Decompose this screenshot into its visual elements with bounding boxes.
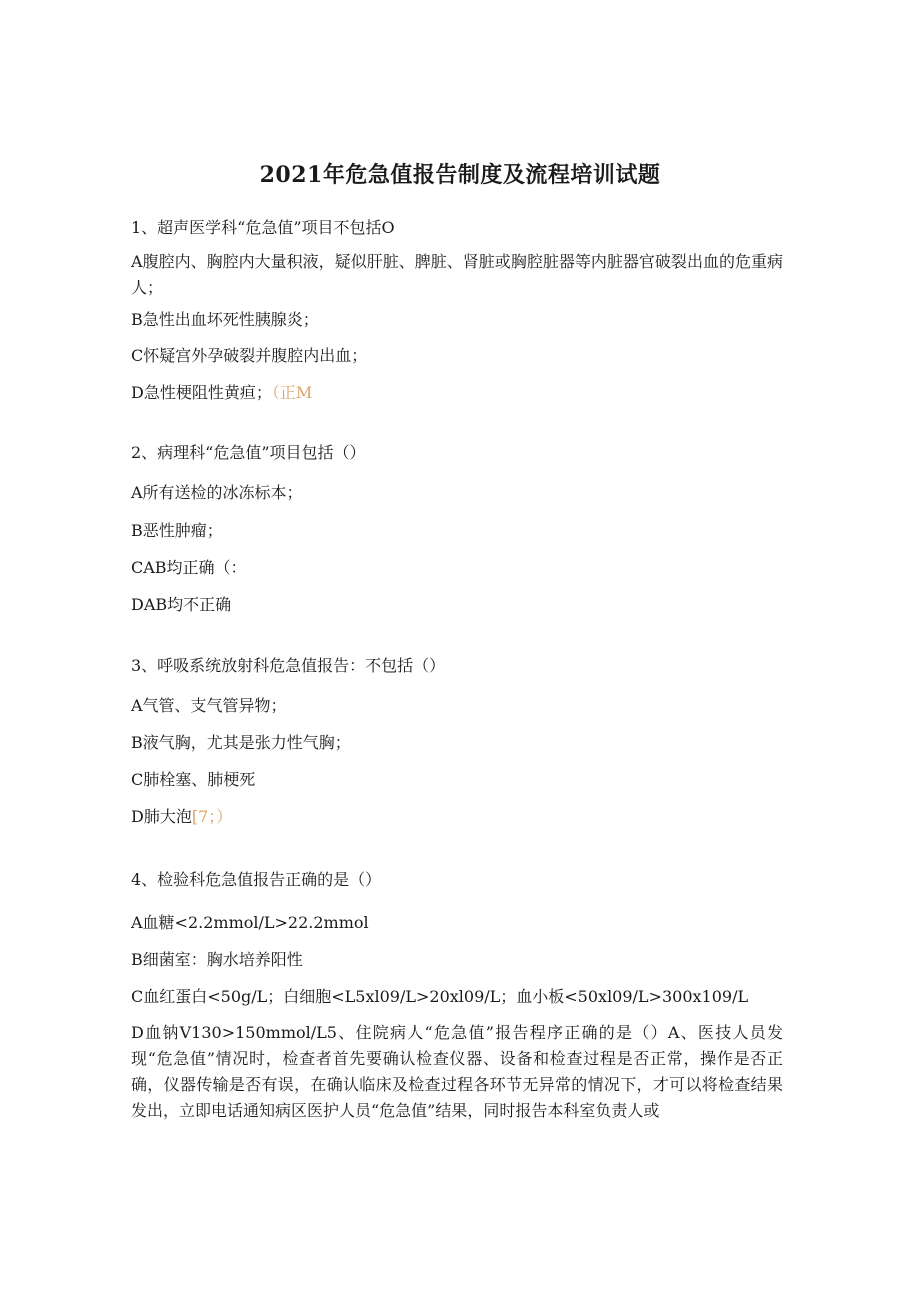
- question-3-option-a: A气管、支气管异物；: [131, 696, 287, 715]
- question-1-option-d: [131, 381, 783, 405]
- question-4-option-d-and-question-5: D血钠V130>150mmol∕L5、住院病人“危急值”报告程序正确的是（）A、医技人员发现“危急值”情况时，检查者首先要确认检查仪器、设备和检查过程是否正常，操作是否正确，仪器传输是否有误，在确认临床及检查过程各环节无异常的情况下，才可以将检查结果发出，立即电话通知病区医护人员“危急值”结果，同时报告本科室负责人或: [131, 1023, 783, 1120]
- question-3-option-d: [131, 805, 783, 829]
- question-3-stem: 3、呼吸系统放射科危急值报告：不包括（）: [131, 656, 446, 675]
- question-1-option-b: B急性出血坏死性胰腺炎；: [131, 310, 319, 329]
- question-3-option-c: C肺栓塞、肺梗死: [131, 770, 256, 789]
- question-2-stem: 2、病理科“危急值”项目包括（）: [131, 443, 366, 462]
- question-4-option-c: C血红蛋白<50g∕L；白细胞<L5xl09∕L>20xl09∕L；血小板<50xl09∕L>300x109/L: [131, 987, 749, 1006]
- question-1-option-d-text: D急性梗阻性黄疸；: [131, 383, 272, 402]
- question-2-option-c: CAB均正确（：: [131, 558, 247, 577]
- question-1-option-c: C怀疑宫外孕破裂并腹腔内出血；: [131, 346, 368, 365]
- question-1-stem: 1、超声医学科“危急值”项目不包括O: [131, 218, 395, 237]
- question-4-stem: 4、检验科危急值报告正确的是（）: [131, 870, 382, 889]
- question-3-option-b: B液气胸，尤其是张力性气胸；: [131, 733, 351, 752]
- question-1-answer-note: （正M: [271, 383, 313, 402]
- question-2-option-d: DAB均不正确: [131, 595, 232, 614]
- question-1-option-a: A腹腔内、胸腔内大量积液，疑似肝脏、脾脏、肾脏或胸腔脏器等内脏器官破裂出血的危重病人；: [131, 252, 783, 297]
- question-4-option-a: A血糖<2.2mmol∕L>22.2mmol: [131, 913, 369, 932]
- question-2-option-a: A所有送检的冰冻标本；: [131, 483, 303, 502]
- document-title: 2021年危急值报告制度及流程培训试题: [259, 162, 661, 188]
- question-3-option-d-text: D肺大泡: [131, 807, 192, 826]
- question-4-option-b: B细菌室：胸水培养阳性: [131, 950, 303, 969]
- question-3-answer-note: [7；）: [191, 807, 233, 826]
- question-2-option-b: B恶性肿瘤；: [131, 521, 223, 540]
